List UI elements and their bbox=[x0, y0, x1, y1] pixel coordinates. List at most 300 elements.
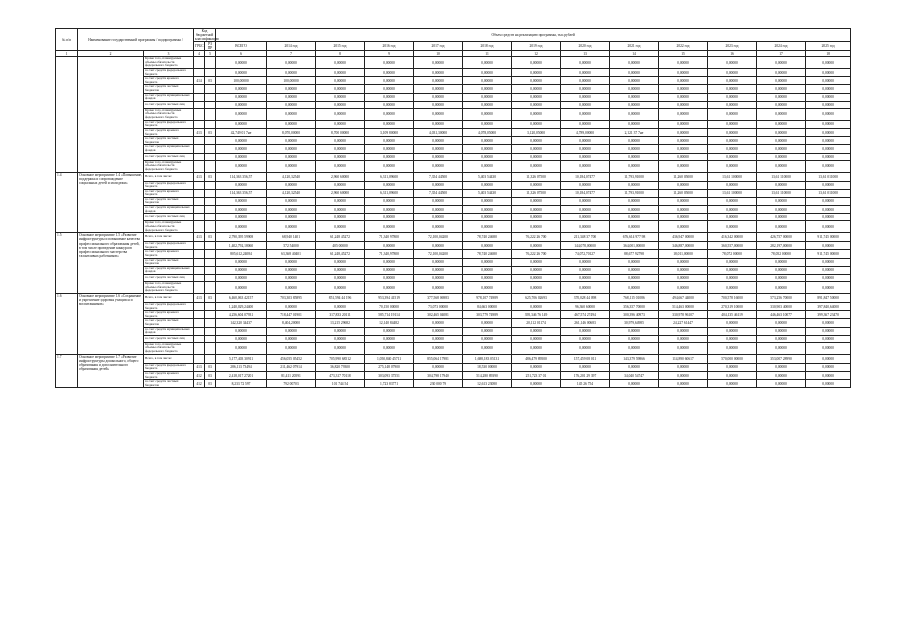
year-value-cell: 0,00000 bbox=[610, 153, 659, 160]
year-value-cell: 0,00000 bbox=[512, 77, 561, 85]
year-value-cell: 0,00000 bbox=[561, 282, 610, 294]
table-row bbox=[56, 250, 851, 258]
year-value-cell: 0,00000 bbox=[757, 327, 806, 335]
year-value-cell: 0,00000 bbox=[414, 319, 463, 327]
funding-source: Кроме того, планируемые объемы обязательств федерального бюджета bbox=[144, 221, 194, 233]
year-value-cell: 346,887,00000 bbox=[659, 242, 708, 250]
year-value-cell: 0,00000 bbox=[610, 380, 659, 388]
year-value-cell: 0,00000 bbox=[414, 145, 463, 153]
year-value-cell: 0,00000 bbox=[512, 380, 561, 388]
year-value-cell: 0,00000 bbox=[757, 335, 806, 342]
year-value-cell: 370,028 44 098 bbox=[561, 294, 610, 303]
grbs-code bbox=[194, 57, 205, 69]
year-value-cell: 0,00000 bbox=[659, 57, 708, 69]
total-value-cell: 805,612,24084 bbox=[216, 250, 267, 258]
funding-source: за счет средств муниципальных фондов bbox=[144, 93, 194, 101]
year-value-cell: 0,00000 bbox=[414, 242, 463, 250]
funding-source: Всего, в том числе: bbox=[144, 233, 194, 242]
year-value-cell: 0,00000 bbox=[757, 160, 806, 172]
year-value-cell: 0,00000 bbox=[610, 342, 659, 354]
year-value-cell: 0,00000 bbox=[708, 275, 757, 282]
year-value-cell: 0,00000 bbox=[365, 214, 414, 221]
funding-source: за счет средств частных лиц bbox=[144, 214, 194, 221]
year-value-cell: 0,00000 bbox=[659, 282, 708, 294]
rzpr-code bbox=[205, 342, 216, 354]
year-value-cell: 0,00000 bbox=[512, 108, 561, 120]
grbs-code: 412 bbox=[194, 371, 205, 379]
year-value-cell: 0,00000 bbox=[414, 335, 463, 342]
year-value-cell: 63,368 40401 bbox=[267, 250, 316, 258]
year-value-cell: 0,00000 bbox=[757, 266, 806, 274]
year-value-cell: 304,798 17940 bbox=[414, 371, 463, 379]
year-value-cell: 0,00000 bbox=[316, 77, 365, 85]
year-value-cell: 0,00000 bbox=[806, 282, 851, 294]
table-header bbox=[56, 29, 851, 57]
year-value-cell: 0,00000 bbox=[708, 57, 757, 69]
year-value-cell: 7,354 44500 bbox=[414, 189, 463, 197]
year-value-cell: 700,578 16000 bbox=[708, 294, 757, 303]
year-value-cell: 76,222 26 700 bbox=[512, 233, 561, 242]
funding-source: за счет средств федерального бюджета bbox=[144, 181, 194, 189]
year-value-cell: 0,00000 bbox=[267, 282, 316, 294]
header-year: 2024 год bbox=[757, 42, 806, 51]
year-value-cell: 0,00000 bbox=[757, 258, 806, 266]
year-value-cell: 0,00000 bbox=[463, 57, 512, 69]
year-value-cell: 5,403 54430 bbox=[463, 189, 512, 197]
funding-source: за счет средств краевого бюджета bbox=[144, 189, 194, 197]
funding-source: за счет средств краевого бюджета bbox=[144, 250, 194, 258]
header-name: Наименование государственной программы / подпрограммы / bbox=[78, 29, 194, 51]
year-value-cell: 0,00000 bbox=[463, 77, 512, 85]
year-value-cell: 0,00000 bbox=[757, 275, 806, 282]
year-value-cell: 4,120,32540 bbox=[267, 172, 316, 181]
year-value-cell: 0,00000 bbox=[512, 363, 561, 371]
section-name: Основное мероприятие 1.7 «Развитие инфраструктуры дошкольного, общего образования и дополнительного образования детей» bbox=[78, 354, 144, 388]
year-value-cell: 0,00000 bbox=[806, 128, 851, 136]
total-value-cell: 5,177,403 30911 bbox=[216, 354, 267, 363]
year-value-cell: 0,00000 bbox=[463, 327, 512, 335]
section-name: Основное мероприятие 1.5 «Развитие инфраструктуры и повышение качества профессионального образования детей, в том числе проведение конкурсов профессионального мастерства талантливых работников» bbox=[78, 233, 144, 294]
header-year: 2022 год bbox=[659, 42, 708, 51]
year-value-cell: 0,00000 bbox=[708, 108, 757, 120]
year-value-cell: 0,00000 bbox=[659, 145, 708, 153]
year-value-cell: 0,00000 bbox=[365, 57, 414, 69]
budget-table bbox=[55, 28, 851, 388]
year-value-cell: 0,00000 bbox=[512, 120, 561, 128]
year-value-cell: 10,184,07477 bbox=[561, 189, 610, 197]
grbs-code bbox=[194, 250, 205, 258]
grbs-code bbox=[194, 93, 205, 101]
grbs-code bbox=[194, 206, 205, 214]
rzpr-code bbox=[205, 137, 216, 145]
header-column-number: 13 bbox=[561, 51, 610, 57]
rzpr-code bbox=[205, 327, 216, 335]
year-value-cell: 0,00000 bbox=[316, 342, 365, 354]
year-value-cell: 0,00000 bbox=[414, 108, 463, 120]
year-value-cell: 302,465 04081 bbox=[414, 311, 463, 319]
year-value-cell: 0,00000 bbox=[610, 93, 659, 101]
year-value-cell: 0,00000 bbox=[512, 335, 561, 342]
year-value-cell: 0,00000 bbox=[267, 197, 316, 205]
year-value-cell: 13,61 110000 bbox=[757, 172, 806, 181]
year-value-cell: 0,00000 bbox=[512, 160, 561, 172]
year-value-cell: 100,00000 bbox=[267, 77, 316, 85]
year-value-cell: 0,00000 bbox=[610, 282, 659, 294]
year-value-cell: 572 54000 bbox=[267, 242, 316, 250]
year-value-cell: 0,00000 bbox=[316, 303, 365, 311]
year-value-cell: 0,00000 bbox=[806, 57, 851, 69]
rzpr-code bbox=[205, 221, 216, 233]
year-value-cell: 176,201 29 397 bbox=[561, 371, 610, 379]
year-value-cell: 11,326 07500 bbox=[512, 189, 561, 197]
year-value-cell: 0,00000 bbox=[708, 120, 757, 128]
table-row bbox=[56, 266, 851, 274]
year-value-cell: 0,00000 bbox=[512, 242, 561, 250]
year-value-cell: 78,072 00000 bbox=[708, 250, 757, 258]
funding-source: за счет средств федерального бюджета bbox=[144, 303, 194, 311]
year-value-cell: 397,840,64000 bbox=[806, 303, 851, 311]
rzpr-code bbox=[205, 189, 216, 197]
year-value-cell: 0,00000 bbox=[463, 93, 512, 101]
year-value-cell: 0,00000 bbox=[659, 137, 708, 145]
year-value-cell: 2,960 60000 bbox=[316, 172, 365, 181]
total-value-cell: 0,00000 bbox=[216, 335, 267, 342]
table-row bbox=[56, 282, 851, 294]
rzpr-code bbox=[205, 145, 216, 153]
rzpr-code: 03 bbox=[205, 363, 216, 371]
table-row bbox=[56, 57, 851, 69]
year-value-cell: 718,447 01901 bbox=[267, 311, 316, 319]
year-value-cell: 0,00000 bbox=[365, 137, 414, 145]
year-value-cell: 0,00000 bbox=[316, 327, 365, 335]
year-value-cell: 0,00000 bbox=[708, 160, 757, 172]
year-value-cell: 978,107 74989 bbox=[463, 294, 512, 303]
year-value-cell: 0,00000 bbox=[610, 85, 659, 93]
header-num: № п/п bbox=[56, 29, 78, 51]
year-value-cell: 0,00000 bbox=[414, 214, 463, 221]
year-value-cell: 2,121 37 7нe bbox=[610, 128, 659, 136]
year-value-cell: 0,00000 bbox=[365, 258, 414, 266]
year-value-cell: 0,00000 bbox=[659, 275, 708, 282]
year-value-cell: 11,260 05000 bbox=[659, 172, 708, 181]
year-value-cell: 0,00000 bbox=[463, 242, 512, 250]
year-value-cell: 0,00000 bbox=[365, 153, 414, 160]
year-value-cell: 0,00000 bbox=[561, 197, 610, 205]
year-value-cell: 416,342 00000 bbox=[708, 233, 757, 242]
year-value-cell: 0,00000 bbox=[659, 342, 708, 354]
year-value-cell: 0,00000 bbox=[316, 181, 365, 189]
rzpr-code bbox=[205, 282, 216, 294]
header-year: 2023 год bbox=[708, 42, 757, 51]
year-value-cell: 0,00000 bbox=[659, 93, 708, 101]
header-column-number: 12 bbox=[512, 51, 561, 57]
year-value-cell: 0,00000 bbox=[757, 214, 806, 221]
year-value-cell: 0,00000 bbox=[463, 108, 512, 120]
year-value-cell: 3,120,05000 bbox=[512, 128, 561, 136]
total-value-cell: 0,00000 bbox=[216, 275, 267, 282]
year-value-cell: 145 26 754 bbox=[561, 380, 610, 388]
header-column-number: 15 bbox=[659, 51, 708, 57]
year-value-cell: 0,00000 bbox=[512, 221, 561, 233]
year-value-cell: 0,00000 bbox=[267, 153, 316, 160]
year-value-cell: 911,745 00000 bbox=[806, 233, 851, 242]
year-value-cell: 0,00000 bbox=[708, 85, 757, 93]
header-column-number: 11 bbox=[463, 51, 512, 57]
year-value-cell: 0,00000 bbox=[561, 181, 610, 189]
year-value-cell: 0,00000 bbox=[463, 319, 512, 327]
year-value-cell: 0,00000 bbox=[365, 342, 414, 354]
year-value-cell: 0,00000 bbox=[267, 137, 316, 145]
header-column-number: 17 bbox=[757, 51, 806, 57]
year-value-cell: 0,00000 bbox=[365, 181, 414, 189]
year-value-cell: 0,00000 bbox=[316, 335, 365, 342]
grbs-code bbox=[194, 108, 205, 120]
year-value-cell: 251,723 37 01 bbox=[512, 371, 561, 379]
total-value-cell: 114,363 356,57 bbox=[216, 172, 267, 181]
year-value-cell: 0,00000 bbox=[806, 335, 851, 342]
funding-source: за счет средств федерального бюджета bbox=[144, 69, 194, 77]
year-value-cell: 0,00000 bbox=[708, 335, 757, 342]
total-value-cell: 0,00000 bbox=[216, 327, 267, 335]
year-value-cell: 72,100,04200 bbox=[414, 250, 463, 258]
year-value-cell: 0,00000 bbox=[610, 258, 659, 266]
year-value-cell: 0,00000 bbox=[561, 120, 610, 128]
year-value-cell: 317,833 20111 bbox=[316, 311, 365, 319]
year-value-cell: 486,479 89500 bbox=[512, 354, 561, 363]
year-value-cell: 0,00000 bbox=[659, 128, 708, 136]
rzpr-code bbox=[205, 319, 216, 327]
year-value-cell: 467,574 27494 bbox=[561, 311, 610, 319]
year-value-cell: 0,00000 bbox=[512, 69, 561, 77]
total-value-cell: 0,00000 bbox=[216, 160, 267, 172]
year-value-cell: 0,00000 bbox=[512, 327, 561, 335]
year-value-cell: 0,00000 bbox=[561, 101, 610, 108]
year-value-cell: 0,00000 bbox=[414, 69, 463, 77]
year-value-cell: 0,00000 bbox=[757, 77, 806, 85]
section-number bbox=[56, 57, 78, 173]
year-value-cell: 0,00000 bbox=[267, 258, 316, 266]
year-value-cell: 0,00000 bbox=[610, 363, 659, 371]
total-value-cell: 0,00000 bbox=[216, 108, 267, 120]
grbs-code bbox=[194, 137, 205, 145]
header-column-number: 3 bbox=[144, 51, 194, 57]
total-value-cell: 1,402,792,18060 bbox=[216, 242, 267, 250]
year-value-cell: 0,00000 bbox=[512, 303, 561, 311]
year-value-cell: 0,00000 bbox=[414, 137, 463, 145]
year-value-cell: 18,530 00000 bbox=[463, 363, 512, 371]
total-value-cell: 0,00000 bbox=[216, 266, 267, 274]
header-column-number: 5 bbox=[205, 51, 216, 57]
year-value-cell: 456,055 05452 bbox=[267, 354, 316, 363]
year-value-cell: 0,00000 bbox=[414, 363, 463, 371]
year-value-cell: 0,00000 bbox=[757, 221, 806, 233]
year-value-cell: 96,360 60000 bbox=[561, 303, 610, 311]
year-value-cell: 157,459 08 011 bbox=[561, 354, 610, 363]
year-value-cell: 0,00000 bbox=[806, 197, 851, 205]
year-value-cell: 0,00000 bbox=[659, 69, 708, 77]
year-value-cell: 0,00000 bbox=[708, 69, 757, 77]
budget-document-page bbox=[55, 28, 850, 624]
section-number: 1.5 bbox=[56, 233, 78, 294]
year-value-cell: 0,00000 bbox=[757, 363, 806, 371]
year-value-cell: 855,064 17981 bbox=[414, 354, 463, 363]
grbs-code: 414 bbox=[194, 77, 205, 85]
year-value-cell: 703,303 85895 bbox=[267, 294, 316, 303]
year-value-cell: 0,00000 bbox=[757, 197, 806, 205]
year-value-cell: 356,357 70000 bbox=[610, 303, 659, 311]
year-value-cell: 78,052 00000 bbox=[757, 250, 806, 258]
year-value-cell: 0,00000 bbox=[463, 282, 512, 294]
year-value-cell: 0,00000 bbox=[365, 85, 414, 93]
funding-source: за счет средств частных лиц bbox=[144, 101, 194, 108]
year-value-cell: 0,00000 bbox=[316, 120, 365, 128]
year-value-cell: 0,00000 bbox=[806, 258, 851, 266]
grbs-code bbox=[194, 266, 205, 274]
year-value-cell: 0,00000 bbox=[463, 214, 512, 221]
year-value-cell: 360,557,00000 bbox=[708, 242, 757, 250]
year-value-cell: 0,00000 bbox=[463, 137, 512, 145]
grbs-code: 413 bbox=[194, 233, 205, 242]
grbs-code bbox=[194, 197, 205, 205]
year-value-cell: 4,789,00000 bbox=[561, 128, 610, 136]
rzpr-code bbox=[205, 206, 216, 214]
rzpr-code: 03 bbox=[205, 294, 216, 303]
year-value-cell: 426,757 00000 bbox=[757, 233, 806, 242]
header-column-number: 4 bbox=[194, 51, 205, 57]
year-value-cell: 34,040 54747 bbox=[610, 371, 659, 379]
year-value-cell: 0,00000 bbox=[659, 371, 708, 379]
year-value-cell: 0,00000 bbox=[610, 137, 659, 145]
year-value-cell: 0,00000 bbox=[659, 85, 708, 93]
funding-source: за счет средств частных лиц bbox=[144, 335, 194, 342]
year-value-cell: 0,00000 bbox=[659, 108, 708, 120]
year-value-cell: 0,00000 bbox=[512, 342, 561, 354]
year-value-cell: 404,135 46119 bbox=[708, 311, 757, 319]
year-value-cell: 0,00000 bbox=[512, 101, 561, 108]
year-value-cell: 0,00000 bbox=[414, 120, 463, 128]
year-value-cell: 0,00000 bbox=[708, 342, 757, 354]
year-value-cell: 0,00000 bbox=[512, 214, 561, 221]
funding-source: Кроме того, планируемые объемы обязательств федерального бюджета bbox=[144, 108, 194, 120]
total-value-cell: 0,00000 bbox=[216, 145, 267, 153]
year-value-cell: 0,00000 bbox=[267, 275, 316, 282]
year-value-cell: 88,677 92798 bbox=[610, 250, 659, 258]
year-value-cell: 0,00000 bbox=[757, 181, 806, 189]
year-value-cell: 0,00000 bbox=[659, 380, 708, 388]
year-value-cell: 303,093 37551 bbox=[365, 371, 414, 379]
year-value-cell: 0,00000 bbox=[757, 57, 806, 69]
year-value-cell: 0,00000 bbox=[610, 335, 659, 342]
year-value-cell: 11,326 07500 bbox=[512, 172, 561, 181]
rzpr-code: 03 bbox=[205, 172, 216, 181]
year-value-cell: 377,568 06983 bbox=[414, 294, 463, 303]
year-value-cell: 0,00000 bbox=[806, 266, 851, 274]
header-rzpr: РЗ ПР bbox=[205, 42, 216, 51]
funding-source: за счет средств муниципальных фондов bbox=[144, 327, 194, 335]
rzpr-code: 03 bbox=[205, 77, 216, 85]
year-value-cell: 0,00000 bbox=[561, 57, 610, 69]
year-value-cell: 0,00000 bbox=[806, 354, 851, 363]
year-value-cell: 0,00000 bbox=[267, 214, 316, 221]
header-year: 2017 год bbox=[414, 42, 463, 51]
year-value-cell: 473,317 70118 bbox=[316, 371, 365, 379]
year-value-cell: 74,072,70127 bbox=[561, 250, 610, 258]
year-value-cell: 0,00000 bbox=[757, 137, 806, 145]
rzpr-code: 03 bbox=[205, 371, 216, 379]
year-value-cell: 143,379 59866 bbox=[610, 354, 659, 363]
total-value-cell: 114,363 356,57 bbox=[216, 189, 267, 197]
year-value-cell: 0,00000 bbox=[365, 93, 414, 101]
year-value-cell: 0,00000 bbox=[414, 153, 463, 160]
total-value-cell: 142,320 34437 bbox=[216, 319, 267, 327]
year-value-cell: 0,00000 bbox=[512, 275, 561, 282]
year-value-cell: 0,00000 bbox=[610, 266, 659, 274]
total-value-cell: 0,00000 bbox=[216, 181, 267, 189]
year-value-cell: 0,00000 bbox=[659, 160, 708, 172]
year-value-cell: 0,00000 bbox=[267, 206, 316, 214]
table-row bbox=[56, 327, 851, 335]
year-value-cell: 0,00000 bbox=[512, 282, 561, 294]
year-value-cell: 0,00000 bbox=[414, 206, 463, 214]
year-value-cell: 13,61 100000 bbox=[708, 172, 757, 181]
header-year: 2021 год bbox=[610, 42, 659, 51]
year-value-cell: 0,00000 bbox=[708, 137, 757, 145]
year-value-cell: 0,00000 bbox=[806, 327, 851, 335]
year-value-cell: 0,00000 bbox=[806, 206, 851, 214]
year-value-cell: 364,001,00000 bbox=[610, 242, 659, 250]
year-value-cell: 0,00000 bbox=[463, 160, 512, 172]
year-value-cell: 0,00000 bbox=[365, 266, 414, 274]
funding-source: за счет средств муниципальных фондов bbox=[144, 206, 194, 214]
rzpr-code bbox=[205, 57, 216, 69]
funding-source: за счет средств муниципальных фондов bbox=[144, 266, 194, 274]
year-value-cell: 61,248 45272 bbox=[316, 233, 365, 242]
section-name: Основное мероприятие 1.4 «Повышение, поддержка и сопровождение социальных детей и молодежи» bbox=[78, 172, 144, 233]
year-value-cell: 0,00000 bbox=[316, 258, 365, 266]
header-column-number: 7 bbox=[267, 51, 316, 57]
year-value-cell: 71,340,97800 bbox=[365, 250, 414, 258]
year-value-cell: 0,00000 bbox=[806, 93, 851, 101]
year-value-cell: 0,00000 bbox=[365, 206, 414, 214]
total-value-cell: 0,00000 bbox=[216, 342, 267, 354]
year-value-cell: 0,00000 bbox=[806, 214, 851, 221]
year-value-cell: 0,00000 bbox=[414, 160, 463, 172]
grbs-code: 413 bbox=[194, 294, 205, 303]
year-value-cell: 12,613 23080 bbox=[463, 380, 512, 388]
year-value-cell: 0,00000 bbox=[316, 266, 365, 274]
year-value-cell: 84,663 00000 bbox=[463, 303, 512, 311]
year-value-cell: 0,00000 bbox=[512, 181, 561, 189]
rzpr-code bbox=[205, 85, 216, 93]
year-value-cell: 0,00000 bbox=[708, 101, 757, 108]
year-value-cell: 0,00000 bbox=[708, 77, 757, 85]
year-value-cell: 0,00000 bbox=[659, 206, 708, 214]
year-value-cell: 0,00000 bbox=[708, 128, 757, 136]
year-value-cell: 12,140 84482 bbox=[365, 319, 414, 327]
total-value-cell: 0,00000 bbox=[216, 101, 267, 108]
year-value-cell: 0,00000 bbox=[806, 69, 851, 77]
year-value-cell: 0,00000 bbox=[463, 275, 512, 282]
year-value-cell: 1,723 83771 bbox=[365, 380, 414, 388]
year-value-cell: 2,960 60000 bbox=[316, 189, 365, 197]
year-value-cell: 0,00000 bbox=[708, 214, 757, 221]
year-value-cell: 0,00000 bbox=[365, 275, 414, 282]
year-value-cell: 0,00000 bbox=[757, 319, 806, 327]
header-column-number: 14 bbox=[610, 51, 659, 57]
year-value-cell: 0,00000 bbox=[561, 153, 610, 160]
year-value-cell: 0,00000 bbox=[561, 214, 610, 221]
year-value-cell: 0,00000 bbox=[708, 145, 757, 153]
